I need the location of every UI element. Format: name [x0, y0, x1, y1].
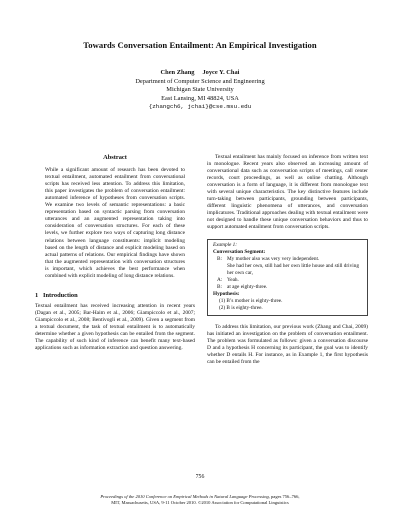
affiliation-university: Michigan State University	[166, 86, 234, 94]
utterance-line	[213, 256, 362, 263]
example-box	[207, 239, 368, 316]
abstract-text: While a significant amount of research has been devoted to textual entailment, automated entailment from conversational scripts has received less attention. To address this limitation, this paper investigates the problem of conversation entailment: automated inference of hypotheses from conversation scripts. We examine two levels of semantic representations: a basic representation based on syntactic parsing from conversation utterances and an augmented representation taking into consideration of conversation structures. For each of these levels, we further explore two ways of capturing long distance relations between language constituents: implicit modeling based on the length of distance and explicit modeling based on actual patterns of relations. Our empirical findings have shown that the augmented representation with conversation structures is important, which achieves the best performance when combined with explicit modeling of long distance relations.	[45, 167, 185, 279]
utterance-line	[213, 284, 362, 291]
speaker-label: B:	[217, 256, 222, 263]
proceedings-footer	[0, 494, 400, 506]
footer-line-1: Proceedings of the 2010 Conference on Empirical Methods in Natural Language Processing, pages 756–766,	[100, 494, 300, 499]
utterance-text: Yeah.	[227, 277, 239, 284]
affiliation-address: East Lansing, MI 48824, USA	[161, 94, 239, 102]
page-number: 756	[195, 474, 205, 480]
introduction-paragraph-1: Textual entailment has received increasing attention in recent years (Dagan et al., 2005; Bar-Haim et al., 2006; Giampiccolo et al., 2007; Giampiccolo et al., 2008; Bentivogli et al., 2009). Given a segment from a textual document, the task of textual entailment is to automatically determine whether a given hypothesis can be entailed from the segment. The capability of such kind of inference can benefit many text-based applications such as information extraction and question answering.	[35, 302, 195, 352]
introduction-paragraph-3: To address this limitation, our previous work (Zhang and Chai, 2009) has initiated an investigation on the problem of conversation entailment. The problem was formulated as follows: given a conversation discourse D and a hypothesis H concerning its participant, the goal was to identify whether D entails H. For instance, as in Example 1, the first hypothesis can be entailed from the	[207, 323, 368, 365]
footer-line-2: MIT, Massachusetts, USA, 9-11 October 2010. ©2010 Association for Computational Linguistics	[111, 499, 289, 505]
utterance-text: at age eighty-three.	[227, 283, 268, 290]
utterance-continuation: She had her own, still had her own little house and still driving her own car,	[227, 263, 359, 277]
speaker-label: A:	[217, 277, 223, 284]
speaker-label: B:	[217, 283, 222, 290]
hypothesis-item: (1) B’s mother is eighty-three.	[219, 297, 283, 304]
abstract-heading: Abstract	[103, 154, 127, 161]
author-names: Chen Zhang Joyce Y. Chai	[160, 69, 240, 76]
introduction-paragraph-2: Textual entailment has mainly focused on inference from written text in monologue. Recent years also observed an increasing amount of conversational data such as conversation scripts of meetings, call center records, court proceedings, as well as online chatting. Although conversation is a form of language, it is different from monologue text with several unique characteristics. The key distinctive features include turn-taking between participants, grounding between participants, different linguistic phenomena of utterances, and conversation implicatures. Traditional approaches dealing with textual entailment were not designed to handle these unique conversation behaviors and thus to support automated entailment from conversation scripts.	[207, 154, 368, 231]
author-block	[0, 69, 400, 112]
left-column	[35, 154, 195, 352]
hypothesis-label: Hypothesis:	[213, 290, 240, 297]
paper-title: Towards Conversation Entailment: An Empirical Investigation	[83, 40, 317, 50]
utterance-line	[213, 277, 362, 284]
hypothesis-item: (2) B is eighty-three.	[219, 304, 263, 311]
introduction-heading: 1 Introduction	[35, 291, 78, 299]
conversation-segment-label: Conversation Segment:	[213, 249, 266, 256]
utterance-text: My mother also was very very independent.	[227, 256, 320, 263]
author-email: {zhangch6, jchai}@cse.msu.edu	[148, 103, 252, 111]
right-column	[207, 154, 368, 366]
affiliation-department: Department of Computer Science and Engineering	[135, 77, 265, 85]
example-title: Example 1:	[213, 241, 238, 248]
